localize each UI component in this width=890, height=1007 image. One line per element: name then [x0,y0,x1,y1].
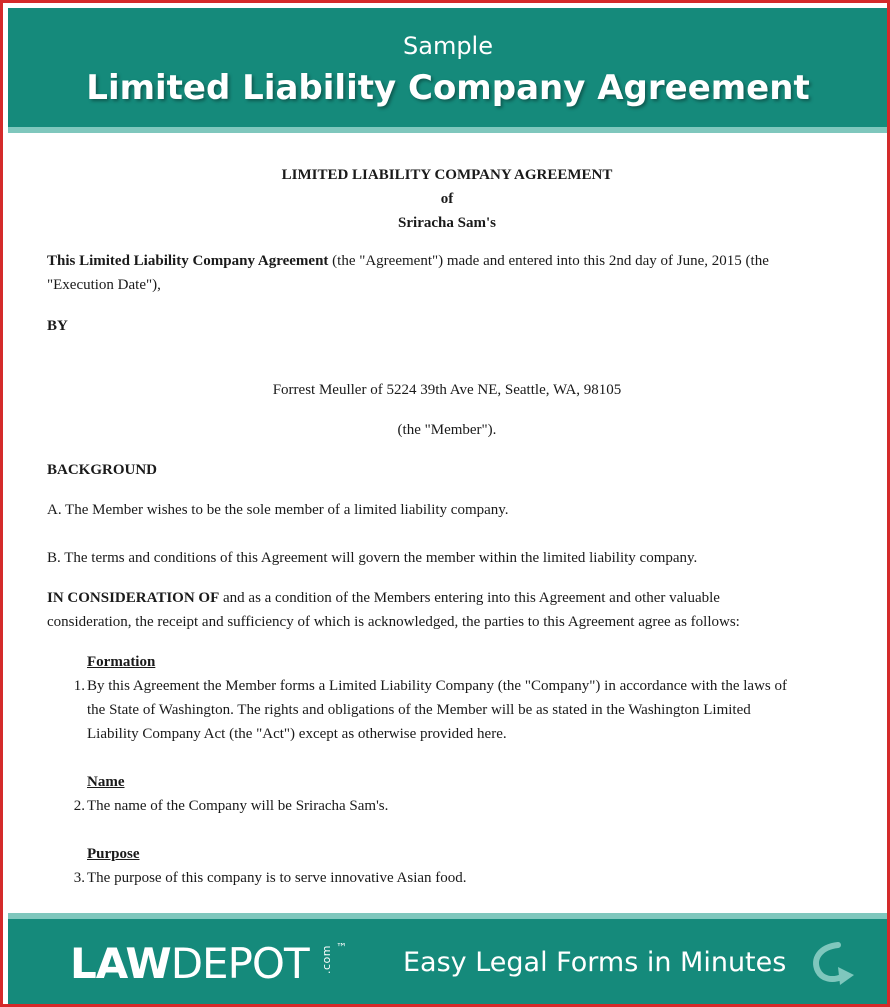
member-address: Forrest Meuller of 5224 39th Ave NE, Seattle, WA, 98105 [272,382,622,398]
header-subtitle: Sample [403,32,493,60]
section-text-line: the State of Washington. The rights and obligations of the Member will be as stated in the Washington Limited [87,702,751,718]
list-item [65,866,845,890]
background-heading: BACKGROUND [47,462,158,478]
section-text-line: The name of the Company will be Sriracha Sam's. [87,798,389,814]
document-title-line3: Sriracha Sam's [398,215,496,231]
by-label: BY [47,318,68,334]
footer-banner [8,919,888,1005]
header-divider [8,127,888,133]
consideration-rest: and as a condition of the Members entering into this Agreement and other valuable [219,590,720,606]
header-title: Limited Liability Company Agreement [86,68,810,108]
intro-rest: (the "Agreement") made and entered into this 2nd day of June, 2015 (the [328,253,769,269]
header-banner [8,8,888,128]
intro-paragraph [47,249,847,297]
section-text-line: By this Agreement the Member forms a Limited Liability Company (the "Company") in accordance with the laws of [87,678,787,694]
section-heading-name: Name [87,774,125,790]
logo-depot: DEPOT [170,939,309,988]
consideration-paragraph [47,586,847,634]
member-label: (the "Member"). [397,422,497,438]
footer-tagline: Easy Legal Forms in Minutes [403,947,787,978]
list-item [65,674,845,746]
section-text-line: The purpose of this company is to serve innovative Asian food. [87,870,467,886]
curved-arrow-icon [808,941,864,985]
section-heading-purpose: Purpose [87,846,140,862]
consideration-bold: IN CONSIDERATION OF [47,590,220,606]
lawdepot-logo[interactable] [70,939,309,989]
logo-com: .com [320,945,333,974]
document-title [47,163,847,235]
intro-bold: This Limited Liability Company Agreement [47,253,329,269]
section-text-line: Liability Company Act (the "Act") except as otherwise provided here. [87,726,507,742]
section-heading-formation: Formation [87,654,156,670]
intro-line2: "Execution Date"), [47,277,161,293]
logo-law: LAW [70,939,171,988]
consideration-line2: consideration, the receipt and sufficiency of which is acknowledged, the parties to this Agreement agree as follows: [47,614,740,630]
background-b: B. The terms and conditions of this Agreement will govern the member within the limited liability company. [47,550,698,566]
document-title-line2: of [440,191,454,207]
list-item [65,794,845,818]
list-number: 3. [73,870,85,886]
list-number: 2. [73,798,85,814]
logo-trademark: ™ [336,941,347,954]
document-title-line1: LIMITED LIABILITY COMPANY AGREEMENT [281,167,613,183]
list-number: 1. [73,678,85,694]
background-a: A. The Member wishes to be the sole member of a limited liability company. [47,502,509,518]
